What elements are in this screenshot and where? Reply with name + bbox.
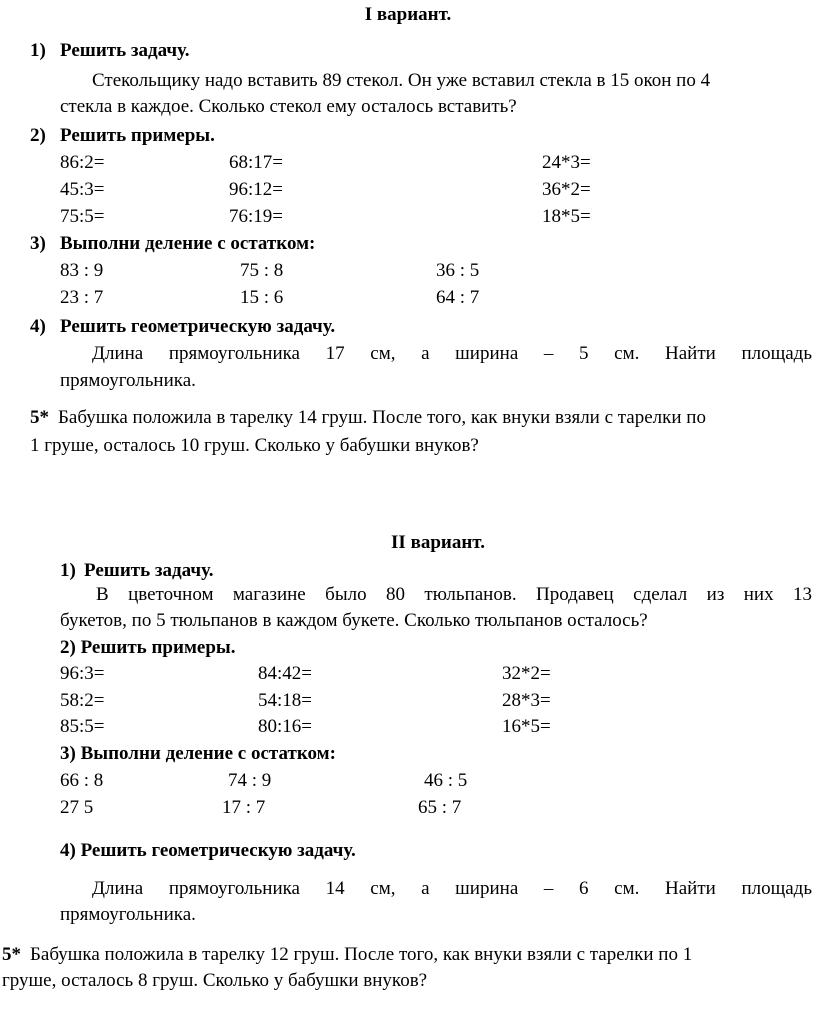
v2-example: 32*2= [502,663,551,684]
v1-task5-line2: 1 груше, осталось 10 груш. Сколько у бабушки внуков? [30,435,479,456]
v2-division: 27 5 [60,797,94,818]
v1-example: 18*5= [542,206,591,227]
v1-division: 64 : 7 [436,287,480,308]
v1-task3-heading: Выполни деление с остатком: [60,233,316,254]
v1-task3-num: 3) [30,233,46,254]
v2-division: 66 : 8 [60,770,104,791]
v1-example: 68:17= [229,152,283,173]
v1-task1-num: 1) [30,40,46,61]
v2-example: 96:3= [60,663,105,684]
v1-division: 15 : 6 [240,287,284,308]
v2-task4-line1: Длина прямоугольника 14 см, а ширина – 6 см. Найти площадь [92,878,812,899]
v2-task4-line2: прямоугольника. [60,904,196,925]
v2-example: 84:42= [258,663,312,684]
v2-task1-line2: букетов, по 5 тюльпанов в каждом букете. Сколько тюльпанов осталось? [60,610,648,631]
v2-example: 80:16= [258,716,312,737]
v1-division: 23 : 7 [60,287,104,308]
v1-task1-line1: Стекольщику надо вставить 89 стекол. Он уже вставил стекла в 15 окон по 4 [92,70,711,91]
v2-task5-star: 5* [2,944,21,965]
v2-task1-heading: Решить задачу. [84,560,214,581]
v2-task5-line1: Бабушка положила в тарелку 12 груш. После того, как внуки взяли с тарелки по 1 [30,944,693,965]
v1-example: 45:3= [60,179,105,200]
v1-task5-star: 5* [30,407,49,428]
v2-division: 74 : 9 [228,770,272,791]
v2-task1-num: 1) [60,560,76,581]
v1-task4-num: 4) [30,316,46,337]
v1-task4-line1: Длина прямоугольника 17 см, а ширина – 5 см. Найти площадь [92,343,812,364]
v1-example: 76:19= [229,206,283,227]
v1-example: 36*2= [542,179,591,200]
v2-task2-heading: 2) Решить примеры. [60,637,236,658]
v1-task4-heading: Решить геометрическую задачу. [60,316,336,337]
variant-1-title: I вариант. [364,4,452,25]
v1-task2-num: 2) [30,125,46,146]
v1-task4-line2: прямоугольника. [60,370,196,391]
v2-example: 58:2= [60,690,105,711]
v1-example: 86:2= [60,152,105,173]
variant-2-title: II вариант. [391,532,485,553]
v1-division: 36 : 5 [436,260,480,281]
v1-division: 83 : 9 [60,260,104,281]
v2-division: 65 : 7 [418,797,462,818]
v1-task5-line1: Бабушка положила в тарелку 14 груш. После того, как внуки взяли с тарелки по [58,407,706,428]
v2-division: 17 : 7 [222,797,266,818]
v2-task1-line1: В цветочном магазине было 80 тюльпанов. Продавец сделал из них 13 [96,584,812,605]
v1-task1-heading: Решить задачу. [60,40,190,61]
v2-example: 16*5= [502,716,551,737]
v2-example: 28*3= [502,690,551,711]
v2-division: 46 : 5 [424,770,468,791]
v1-task2-heading: Решить примеры. [60,125,215,146]
v1-division: 75 : 8 [240,260,284,281]
v2-example: 54:18= [258,690,312,711]
v1-task1-line2: стекла в каждое. Сколько стекол ему осталось вставить? [60,96,517,117]
v1-example: 75:5= [60,206,105,227]
v1-example: 96:12= [229,179,283,200]
v2-task3-heading: 3) Выполни деление с остатком: [60,743,336,764]
v2-example: 85:5= [60,716,105,737]
v2-task5-line2: груше, осталось 8 груш. Сколько у бабушки внуков? [2,970,428,991]
v1-example: 24*3= [542,152,591,173]
v2-task4-heading: 4) Решить геометрическую задачу. [60,840,356,861]
